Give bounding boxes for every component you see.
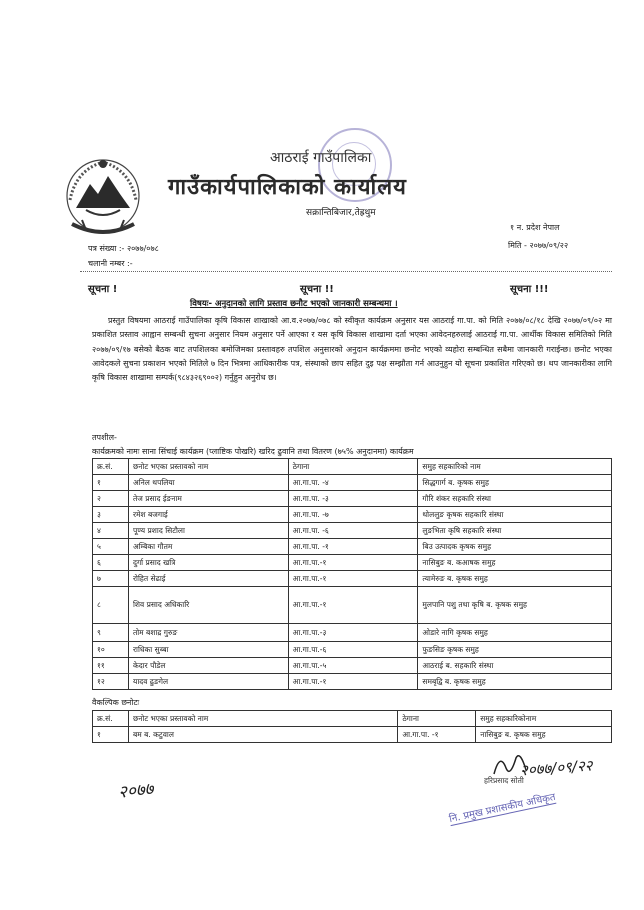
proposal-cell-group: सिद्धगार्ग ब. कृषक समुह — [418, 475, 612, 491]
proposal-row — [93, 642, 612, 658]
proposal-cell-address: आ.गा.पा.-१ — [288, 571, 418, 587]
proposal-cell-name: अम्बिका गौतम — [128, 539, 288, 555]
proposal-row — [93, 555, 612, 571]
alt-col-header-name: छनोट भएका प्रस्तावको नाम — [128, 711, 397, 727]
proposal-cell-sn: ९ — [93, 624, 129, 642]
col-header-sn: क्र.सं. — [93, 459, 129, 475]
proposal-cell-group: ओडारे नागि कृषक समुह — [418, 624, 612, 642]
proposal-cell-sn: ६ — [93, 555, 129, 571]
proposal-row — [93, 507, 612, 523]
proposal-cell-address: आ.गा.पा.-१ — [288, 555, 418, 571]
notice-body: प्रस्तुत विषयमा आठराई गाउँपालिका कृषि विकास शाखाको आ.व.२०७७/०७८ को स्वीकृत कार्यक्रम अनुसार यस आठराई गा.पा. को मिति २०७७/०८/१८ देखि २०७७/०९/०२ मा प्रकाशित प्रस्ताव आह्वान सम्बन्धी सुचना अनुसार नियम अनुसार पर्ने आएका र यस कृषि विकास शाखामा दर्ता भएका आवेदनहरुलाई आठराई गा.पा. आर्थीक विकास समितिको मिति २०७७/०९/१७ बसेको बैठक बाट तपशिलका बमोजिमका प्रस्तावहरु तपशिल अनुसारको अनुदान कार्यक्रममा छनोट भएको व्यहोरा सम्बन्धित सबैमा जानकारी गराईन्छ। छनोट भएका आवेदकले सुचना प्रकाशन भएको मितिले ७ दिन भित्रमा आधिकारीक पत्र, संस्थाको छाप सहित दुइ पक्ष सम्झौता गर्न आउनुहुन यो सूचना प्रकाशित गरिएको छ। थप जानकारीका लागि कृषि विकास शाखामा सम्पर्क(९८४३२६९००२) गर्नुहुन अनुरोध छ। — [92, 316, 612, 383]
proposal-cell-name: रमेश बजगाई — [128, 507, 288, 523]
alternative-proposals-table — [92, 710, 612, 743]
proposal-row — [93, 523, 612, 539]
letter-date: मिति - २०७७/०९/२२ — [508, 241, 569, 250]
alt-proposal-cell-sn: १ — [93, 727, 129, 743]
notice-subject: विषयः- अनुदानको लागि प्रस्ताव छनौट भएको जानकारी सम्बन्धमा । — [190, 299, 398, 309]
proposal-cell-group: समबृद्वि ब. कृषक समुह — [418, 674, 612, 690]
proposal-cell-address: आ.गा.पा. -३ — [288, 491, 418, 507]
program-name: कार्यक्रमको नामः साना सिंचाई कार्यक्रम (प्लाष्टिक पोखरि) खरिद ढुवानि तथा वितरण (७५% अनुदानमा) कार्यक्रम — [92, 447, 414, 456]
header-divider — [80, 271, 612, 272]
dispatch-number: चलानी नम्बर :- — [88, 259, 133, 268]
proposal-cell-name: अनिल थपलिया — [128, 475, 288, 491]
col-header-address: ठेगाना — [288, 459, 418, 475]
proposal-cell-sn: ३ — [93, 507, 129, 523]
alt-col-header-sn: क्र.सं. — [93, 711, 129, 727]
proposal-cell-sn: ७ — [93, 571, 129, 587]
municipality-name: आठराई गाउँपालिका — [270, 150, 372, 166]
proposal-row — [93, 624, 612, 642]
handwritten-date: २०७७/०९/२२ — [519, 756, 594, 780]
proposal-cell-sn: ५ — [93, 539, 129, 555]
proposal-cell-name: शिव प्रसाद अधिकारि — [128, 587, 288, 624]
proposal-cell-sn: १० — [93, 642, 129, 658]
proposal-row — [93, 674, 612, 690]
alt-proposal-row — [93, 727, 612, 743]
office-address: सक्रान्तिबिजार,तेह्रथुम — [306, 208, 376, 218]
alt-table-header-row — [93, 711, 612, 727]
proposal-cell-group: थोललुङ कृषक सहकारि संस्था — [418, 507, 612, 523]
proposal-cell-name: राधिका सुब्बा — [128, 642, 288, 658]
col-header-name: छनोट भएका प्रस्तावको नाम — [128, 459, 288, 475]
selected-proposals-table — [92, 458, 612, 690]
proposal-row — [93, 571, 612, 587]
proposal-cell-sn: ८ — [93, 587, 129, 624]
proposal-row — [93, 475, 612, 491]
proposal-row — [93, 491, 612, 507]
proposal-cell-name: दुर्गा प्रसाद खत्रि — [128, 555, 288, 571]
officer-seal-stamp: नि. प्रमुख प्रशासकीय अधिकृत — [448, 789, 557, 826]
proposal-cell-address: आ.गा.पा.-६ — [288, 642, 418, 658]
proposal-cell-sn: ४ — [93, 523, 129, 539]
proposal-cell-group: आठराई ब. सहकारि संस्था — [418, 658, 612, 674]
proposal-cell-address: आ.गा.पा. -७ — [288, 507, 418, 523]
proposal-cell-group: फुङसिङ कृषक समुह — [418, 642, 612, 658]
proposal-cell-sn: १२ — [93, 674, 129, 690]
letter-number: पत्र संख्या :- २०७७/०७८ — [88, 244, 159, 253]
notice-word-left: सूचना ! — [88, 284, 118, 295]
proposal-cell-sn: ११ — [93, 658, 129, 674]
proposal-cell-name: रोहित सेढाई — [128, 571, 288, 587]
alternative-label: वैकल्पिक छनोटः — [92, 698, 140, 707]
proposal-cell-sn: २ — [93, 491, 129, 507]
alt-col-header-group: समुह सहकारिकोनाम — [476, 711, 612, 727]
col-header-group: समुह सहकारिको नाम — [418, 459, 612, 475]
proposal-cell-group: बिउ उत्पादक कृषक समुह — [418, 539, 612, 555]
notice-word-right: सूचना !!! — [510, 284, 549, 295]
province-label: १ न. प्रदेश नेपाल — [510, 223, 560, 232]
table-header-row — [93, 459, 612, 475]
alt-proposal-cell-name: बम ब. कटुवाल — [128, 727, 397, 743]
proposal-cell-group: लुङभिता कृषि सहकारि संस्था — [418, 523, 612, 539]
alt-proposal-cell-address: आ.गा.पा. -१ — [398, 727, 476, 743]
nepal-emblem-icon — [62, 150, 144, 238]
office-title: गाउँकार्यपालिकाको कार्यालय — [168, 175, 407, 200]
proposal-cell-name: तोम बशाद्र गुरुङ — [128, 624, 288, 642]
proposal-cell-group: त्यामेरुङ ब. कृषक समुह — [418, 571, 612, 587]
proposal-row — [93, 539, 612, 555]
tapsil-label: तपशील- — [92, 433, 117, 442]
proposal-cell-address: आ.गा.पा. -४ — [288, 475, 418, 491]
proposal-cell-group: नासिबुङ ब. कआषक समुह — [418, 555, 612, 571]
proposal-cell-name: तेज प्रसाद ईङनाम — [128, 491, 288, 507]
proposal-row — [93, 587, 612, 624]
proposal-cell-address: आ.गा.पा. -६ — [288, 523, 418, 539]
notice-word-center: सूचना !! — [300, 284, 334, 295]
proposal-cell-address: आ.गा.पा.-१ — [288, 674, 418, 690]
proposal-cell-sn: १ — [93, 475, 129, 491]
alt-col-header-address: ठेगाना — [398, 711, 476, 727]
proposal-row — [93, 658, 612, 674]
proposal-cell-address: आ.गा.पा. -१ — [288, 539, 418, 555]
handwritten-left: २०७७ — [117, 779, 155, 803]
proposal-cell-name: यादव ढुङगेल — [128, 674, 288, 690]
proposal-cell-group: मुलपानि पशु तथा कृषि ब. कृषक समुह — [418, 587, 612, 624]
proposal-cell-group: गौरि शंकर सहकारि संस्था — [418, 491, 612, 507]
proposal-cell-name: पूण्य प्रशाद सिटौला — [128, 523, 288, 539]
alt-proposal-cell-group: नासिबुङ ब. कृषक समुह — [476, 727, 612, 743]
signer-name: हरिप्रसाद सोती — [484, 776, 524, 785]
proposal-cell-address: आ.गा.पा.-३ — [288, 624, 418, 642]
proposal-cell-address: आ.गा.पा.-५ — [288, 658, 418, 674]
proposal-cell-name: केदार पौडेल — [128, 658, 288, 674]
proposal-cell-address: आ.गा.पा.-१ — [288, 587, 418, 624]
